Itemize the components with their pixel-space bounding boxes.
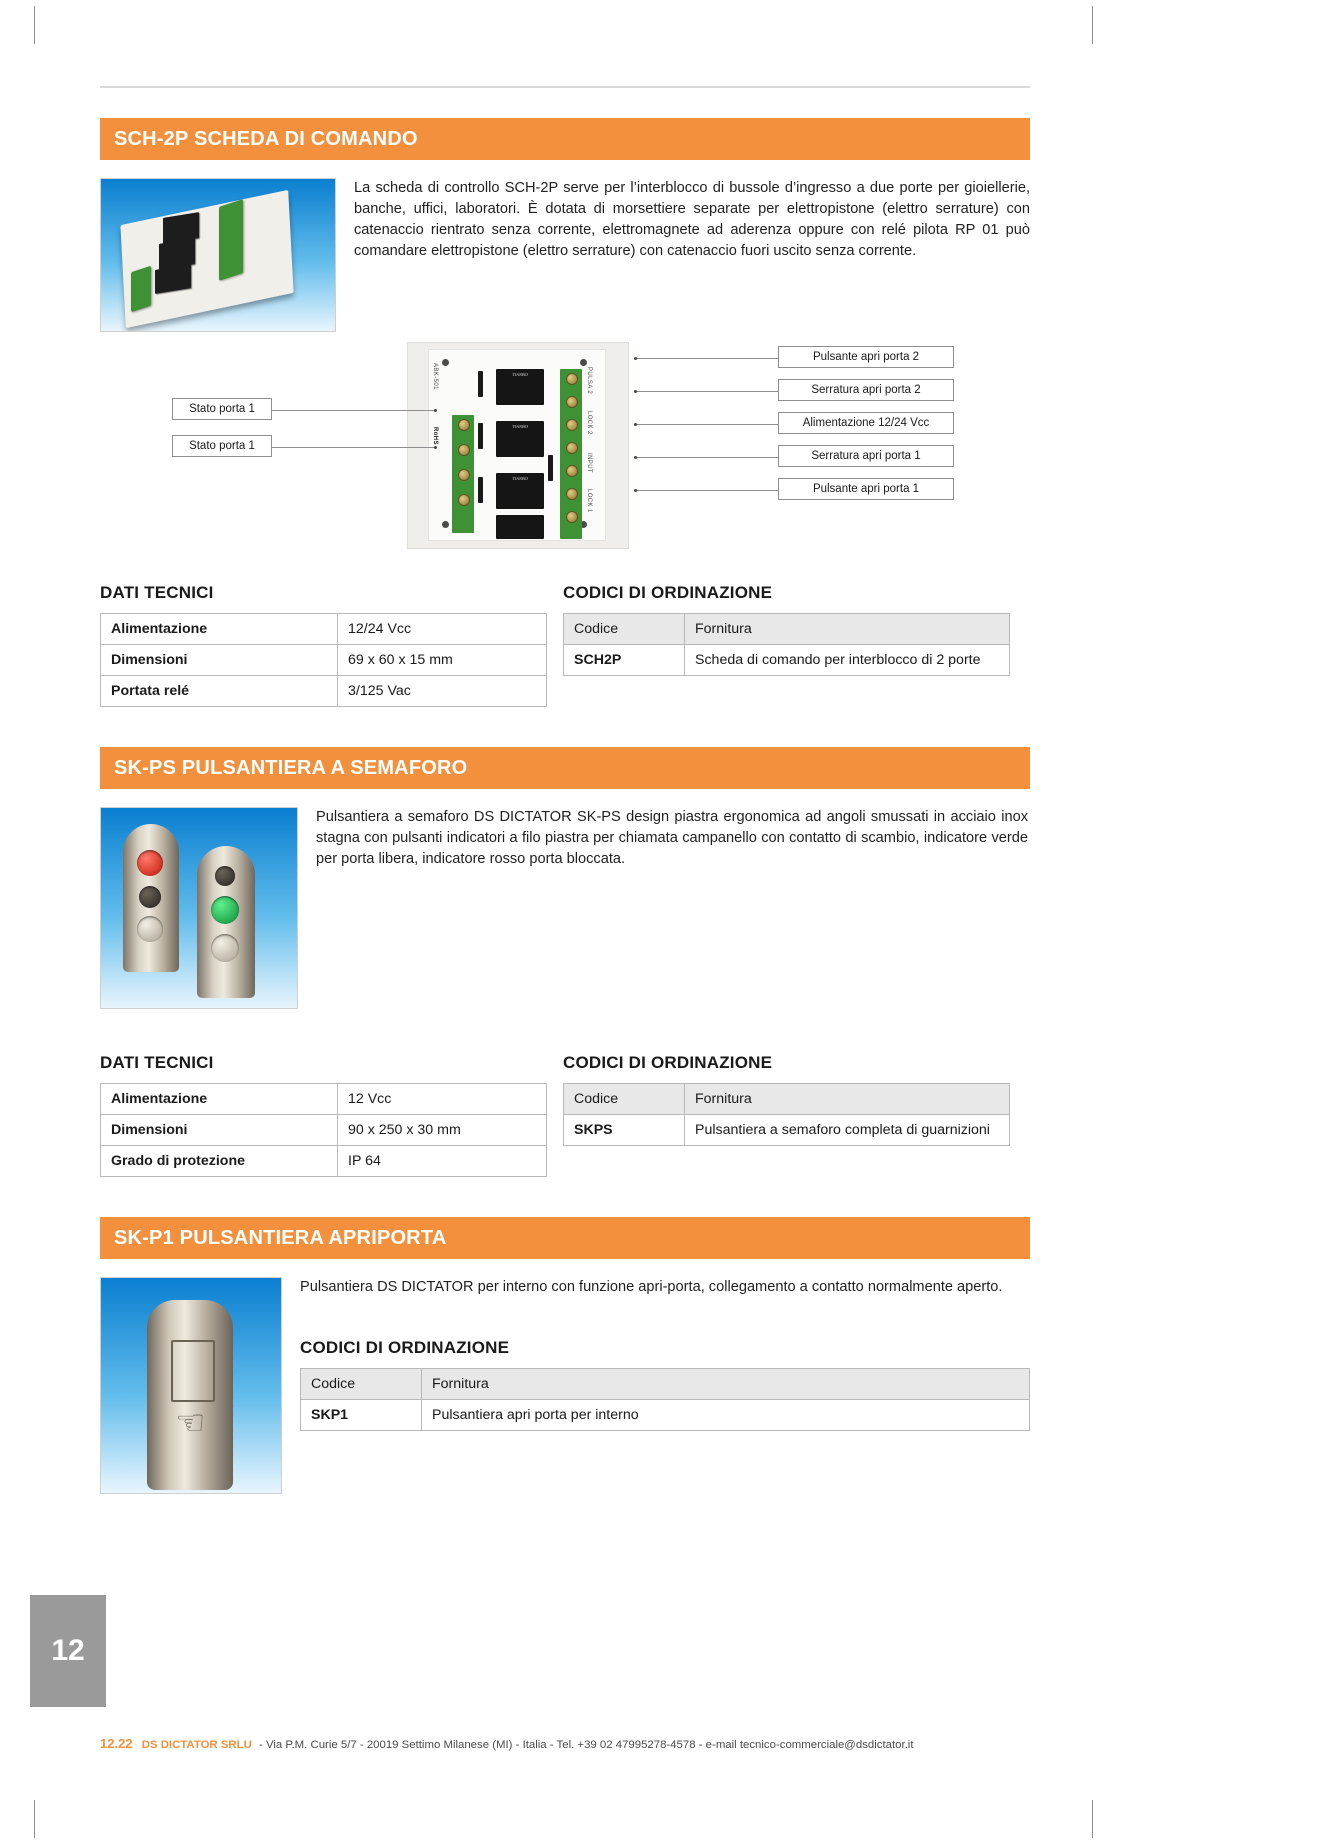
table-row xyxy=(101,1084,547,1115)
section-spacer xyxy=(100,707,1030,747)
order-code: SKPS xyxy=(564,1115,685,1146)
footer-brand: DS DICTATOR SRLU xyxy=(141,1739,252,1751)
diagram-relay xyxy=(496,515,544,539)
callout-anchor-dot xyxy=(434,446,437,449)
tables-sk-ps xyxy=(100,1053,1030,1177)
section-header-sk-p1 xyxy=(100,1217,1030,1259)
pcb-terminal-art xyxy=(219,199,243,281)
callout-anchor-dot xyxy=(634,357,637,360)
order-table xyxy=(563,1083,1010,1146)
sk-p1-content xyxy=(300,1277,1030,1494)
mount-hole xyxy=(442,521,449,528)
tech-label: Dimensioni xyxy=(101,1115,338,1146)
table-header-row xyxy=(564,1084,1010,1115)
page-number: 12 xyxy=(51,1634,85,1667)
indicator-dark xyxy=(139,886,161,908)
indicator-green xyxy=(211,896,239,924)
tech-heading: DATI TECNICI xyxy=(100,583,214,602)
callout-left-2: Stato porta 1 xyxy=(172,435,272,457)
terminal-screw xyxy=(566,488,578,500)
diagram-diode xyxy=(478,371,483,397)
callout-anchor-dot xyxy=(634,423,637,426)
callout-lead-line xyxy=(637,391,778,392)
page-content xyxy=(100,86,1030,1494)
tech-table-block xyxy=(100,1053,547,1177)
tech-label: Alimentazione xyxy=(101,1084,338,1115)
product-description xyxy=(316,807,1028,1009)
callout-right-2: Serratura apri porta 2 xyxy=(778,379,954,401)
tables-sch-2p xyxy=(100,583,1030,707)
order-heading: CODICI DI ORDINAZIONE xyxy=(300,1338,510,1358)
silkscreen-lock2: LOCK 2 xyxy=(586,411,592,435)
silkscreen-rohs: RoHS xyxy=(432,427,438,445)
section-header-sk-ps xyxy=(100,747,1030,789)
product-description xyxy=(300,1277,1030,1298)
terminal-screw xyxy=(566,419,578,431)
callout-right-3: Alimentazione 12/24 Vcc xyxy=(778,412,954,434)
order-supply: Pulsantiera a semaforo completa di guarnizioni xyxy=(685,1115,1010,1146)
silkscreen-lock1: LOCK 1 xyxy=(586,489,592,513)
button-ring-2 xyxy=(211,934,239,962)
order-table xyxy=(563,613,1010,676)
callout-right-5: Pulsante apri porta 1 xyxy=(778,478,954,500)
callout-lead-line xyxy=(637,490,778,491)
order-heading: CODICI DI ORDINAZIONE xyxy=(563,1053,773,1072)
order-supply: Scheda di comando per interblocco di 2 porte xyxy=(685,645,1010,676)
diagram-relay xyxy=(496,473,544,509)
callout-lead-line xyxy=(637,457,778,458)
callout-right-4: Serratura apri porta 1 xyxy=(778,445,954,467)
relay-label: TIANBO xyxy=(512,372,528,377)
callout-left-1: Stato porta 1 xyxy=(172,398,272,420)
order-table xyxy=(300,1368,1030,1431)
tech-value: 90 x 250 x 30 mm xyxy=(338,1115,547,1146)
tech-value: 69 x 60 x 15 mm xyxy=(338,645,547,676)
tech-table-block xyxy=(100,583,547,707)
diagram-diode xyxy=(478,423,483,449)
terminal-screw xyxy=(566,396,578,408)
column-header-codice: Codice xyxy=(564,1084,685,1115)
relay-label: TIANBO xyxy=(512,424,528,429)
callout-anchor-dot xyxy=(634,390,637,393)
product-intro-sch-2p xyxy=(100,178,1030,332)
table-row xyxy=(564,1115,1010,1146)
diagram-relay xyxy=(496,421,544,457)
order-code: SKP1 xyxy=(301,1400,422,1431)
tech-label: Alimentazione xyxy=(101,614,338,645)
terminal-screw xyxy=(458,419,470,431)
column-header-fornitura: Fornitura xyxy=(422,1369,1030,1400)
door-symbol-plate xyxy=(171,1340,215,1402)
tech-value: 3/125 Vac xyxy=(338,676,547,707)
callout-lead-line xyxy=(272,447,435,448)
diagram-relay xyxy=(496,369,544,405)
order-supply: Pulsantiera apri porta per interno xyxy=(422,1400,1030,1431)
order-table-block xyxy=(563,1053,1010,1177)
product-description xyxy=(354,178,1030,332)
section-header-sch-2p xyxy=(100,118,1030,160)
order-code: SCH2P xyxy=(564,645,685,676)
terminal-screw xyxy=(458,469,470,481)
column-header-fornitura: Fornitura xyxy=(685,614,1010,645)
column-header-codice: Codice xyxy=(301,1369,422,1400)
section-title: SCH-2P SCHEDA DI COMANDO xyxy=(114,127,418,150)
tech-label: Grado di protezione xyxy=(101,1146,338,1177)
crop-mark-bottom-right xyxy=(1092,1800,1093,1838)
table-header-row xyxy=(301,1369,1030,1400)
callout-lead-line xyxy=(637,424,778,425)
diagram-diode xyxy=(548,455,553,481)
terminal-screw xyxy=(458,494,470,506)
pcb-terminal-art xyxy=(131,266,151,312)
terminal-screw xyxy=(566,373,578,385)
callout-lead-line xyxy=(637,358,778,359)
product-photo-sk-ps xyxy=(100,807,298,1009)
tech-value: IP 64 xyxy=(338,1146,547,1177)
header-rule xyxy=(100,86,1030,88)
relay-label: TIANBO xyxy=(512,476,528,481)
hand-icon: ☜ xyxy=(175,1404,206,1442)
terminal-screw xyxy=(566,465,578,477)
tech-label: Dimensioni xyxy=(101,645,338,676)
indicator-dark-2 xyxy=(215,866,235,886)
callout-lead-line xyxy=(272,410,435,411)
table-row xyxy=(101,614,547,645)
callout-right-1: Pulsante apri porta 2 xyxy=(778,346,954,368)
tech-value: 12 Vcc xyxy=(338,1084,547,1115)
diagram-pcb xyxy=(428,349,606,541)
callout-anchor-dot xyxy=(634,456,637,459)
table-row xyxy=(101,676,547,707)
section-spacer xyxy=(100,1177,1030,1217)
table-row xyxy=(101,1115,547,1146)
description-text: Pulsantiera a semaforo DS DICTATOR SK-PS design piastra ergonomica ad angoli smussati in acciaio inox stagna con pulsanti indicatori a filo piastra per chiamata campanello con contatto di scambio, indicatore verde per porta libera, indicatore rosso porta bloccata. xyxy=(316,809,1028,868)
column-header-fornitura: Fornitura xyxy=(685,1084,1010,1115)
table-row xyxy=(101,645,547,676)
order-heading: CODICI DI ORDINAZIONE xyxy=(563,583,773,602)
tech-value: 12/24 Vcc xyxy=(338,614,547,645)
product-intro-sk-p1 xyxy=(100,1277,1030,1494)
page-number-tab xyxy=(30,1595,106,1707)
mount-hole xyxy=(580,359,587,366)
indicator-red xyxy=(137,850,163,876)
description-text: La scheda di controllo SCH-2P serve per l’interblocco di bussole d’ingresso a due porte per gioiellerie, banche, uffici, laboratori. È dotata di morsettiere separate per elettropistone (elettro serrature) con catenaccio rientrato senza corrente, elettromagnete ad aderenza oppure con relé pilota RP 01 può comandare elettropistone (elettro serrature) con catenaccio fuori uscito senza corrente. xyxy=(354,180,1030,260)
pcb-board-art xyxy=(120,190,293,328)
table-row xyxy=(301,1400,1030,1431)
page-footer xyxy=(100,1736,1100,1751)
button-ring xyxy=(137,916,163,942)
wiring-diagram-sch-2p xyxy=(100,342,1030,557)
product-intro-sk-ps xyxy=(100,807,1030,1009)
silkscreen-input: INPUT xyxy=(586,453,592,473)
terminal-screw xyxy=(566,511,578,523)
tech-heading: DATI TECNICI xyxy=(100,1053,214,1072)
footer-reference: 12.22 xyxy=(100,1736,133,1751)
footer-address: - Via P.M. Curie 5/7 - 20019 Settimo Milanese (MI) - Italia - Tel. +39 02 47995278-4578 - e-mail tecnico-commerciale@dsdictator.it xyxy=(259,1739,914,1751)
column-header-codice: Codice xyxy=(564,614,685,645)
table-row xyxy=(101,1146,547,1177)
tech-label: Portata relé xyxy=(101,676,338,707)
product-photo-sch-2p xyxy=(100,178,336,332)
silkscreen-pulsa2: PULSA 2 xyxy=(586,367,592,395)
diagram-board xyxy=(407,342,629,549)
tech-table xyxy=(100,613,547,707)
product-photo-sk-p1 xyxy=(100,1277,282,1494)
silkscreen-abk: ABK-501 xyxy=(432,363,438,390)
table-row xyxy=(564,645,1010,676)
diagram-diode xyxy=(478,477,483,503)
crop-mark-top-right xyxy=(1092,6,1093,44)
mount-hole xyxy=(442,359,449,366)
table-header-row xyxy=(564,614,1010,645)
callout-anchor-dot xyxy=(434,409,437,412)
terminal-screw xyxy=(458,444,470,456)
section-title: SK-PS PULSANTIERA A SEMAFORO xyxy=(114,756,468,779)
order-table-block xyxy=(563,583,1010,707)
section-title: SK-P1 PULSANTIERA APRIPORTA xyxy=(114,1226,447,1249)
description-text: Pulsantiera DS DICTATOR per interno con funzione apri-porta, collegamento a contatto normalmente aperto. xyxy=(300,1279,1003,1295)
crop-mark-top-left xyxy=(34,6,35,44)
crop-mark-bottom-left xyxy=(34,1800,35,1838)
callout-anchor-dot xyxy=(634,489,637,492)
terminal-screw xyxy=(566,442,578,454)
tech-table xyxy=(100,1083,547,1177)
